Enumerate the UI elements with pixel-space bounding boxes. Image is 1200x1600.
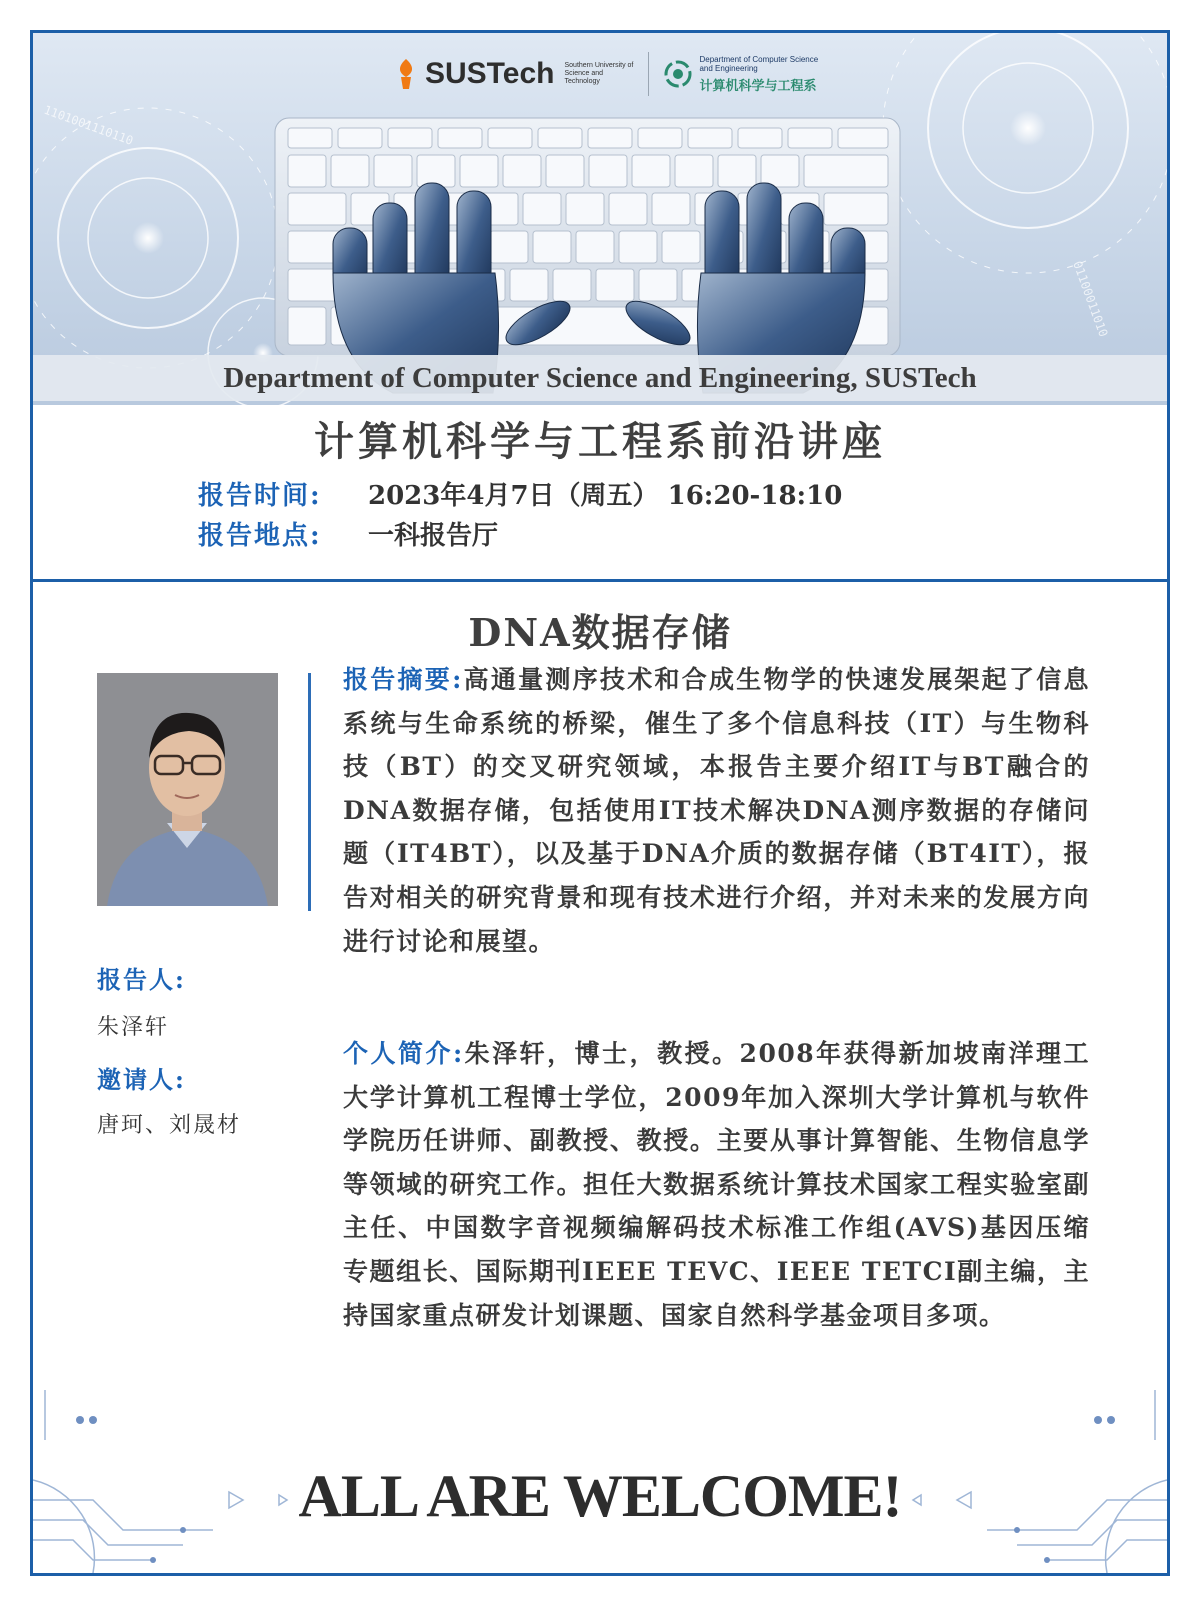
dept-emblem-icon (663, 59, 693, 89)
logo-separator (648, 52, 649, 96)
torch-icon (393, 57, 419, 91)
place-row (198, 515, 498, 552)
lecture-series-title: 计算机科学与工程系前沿讲座 (314, 418, 886, 465)
welcome-banner: ALL ARE WELCOME! (298, 1463, 902, 1529)
abstract-paragraph (343, 658, 1090, 963)
place-label: 报告地点: (198, 521, 322, 551)
dept-logo (663, 55, 819, 94)
svg-text:1101001110110: 1101001110110 (41, 102, 136, 148)
bio-paragraph (343, 1032, 1090, 1337)
sustech-subtitle: Southern University of Science and Technology (564, 62, 634, 85)
svg-text:01100011010: 01100011010 (1070, 259, 1111, 339)
logo-bar (393, 39, 819, 109)
banner-caption (33, 355, 1167, 401)
photo-accent-line (308, 673, 311, 911)
inviter-label: 邀请人: (97, 1065, 186, 1094)
speaker-label: 报告人: (97, 965, 186, 994)
banner-caption-text: Department of Computer Science and Engineering, SUSTech (223, 362, 977, 394)
section-divider (30, 579, 1170, 582)
time-row (198, 475, 842, 512)
bio-text: 朱泽轩，博士，教授。2008年获得新加坡南洋理工大学计算机工程博士学位，2009年加入深圳大学计算机与软件学院历任讲师、副教授、教授。主要从事计算智能、生物信息学等领域的研究工作。担任大数据系统计算技术国家工程实验室副主任、中国数字音视频编解码技术标准工作组(AVS)基因压缩专题组长、国际期刊IEEE TEVC、IEEE TETCI副主编，主持国家重点研发计划课题、国家自然科学基金项目多项。 (343, 1039, 1090, 1330)
place-value: 一科报告厅 (368, 521, 499, 551)
time-label: 报告时间: (198, 481, 322, 511)
abstract-text: 高通量测序技术和合成生物学的快速发展架起了信息系统与生命系统的桥梁，催生了多个信息科技（IT）与生物科技（BT）的交叉研究领域，本报告主要介绍IT与BT融合的DNA数据存储，包括使用IT技术解决DNA测序数据的存储问题（IT4BT），以及基于DNA介质的数据存储（BT4IT），报告对相关的研究背景和现有技术进行介绍，并对未来的发展方向进行讨论和展望。 (343, 665, 1090, 956)
speaker-name: 朱泽轩 (97, 1015, 170, 1040)
time-value: 2023年4月7日（周五） 16:20-18:10 (368, 481, 843, 511)
dept-name-cn: 计算机科学与工程系 (699, 78, 817, 94)
speaker-photo (97, 673, 278, 906)
dept-name-en: Department of Computer Science and Engineering (699, 54, 819, 73)
talk-title: DNA数据存储 (468, 610, 732, 655)
sustech-logo (393, 57, 634, 91)
inviter-names: 唐珂、刘晟材 (97, 1113, 242, 1138)
abstract-label: 报告摘要: (343, 665, 463, 694)
speaker-portrait-image (97, 673, 278, 906)
header-banner (33, 33, 1167, 405)
bio-label: 个人简介: (343, 1039, 464, 1068)
sustech-wordmark: SUSTech (425, 57, 555, 90)
